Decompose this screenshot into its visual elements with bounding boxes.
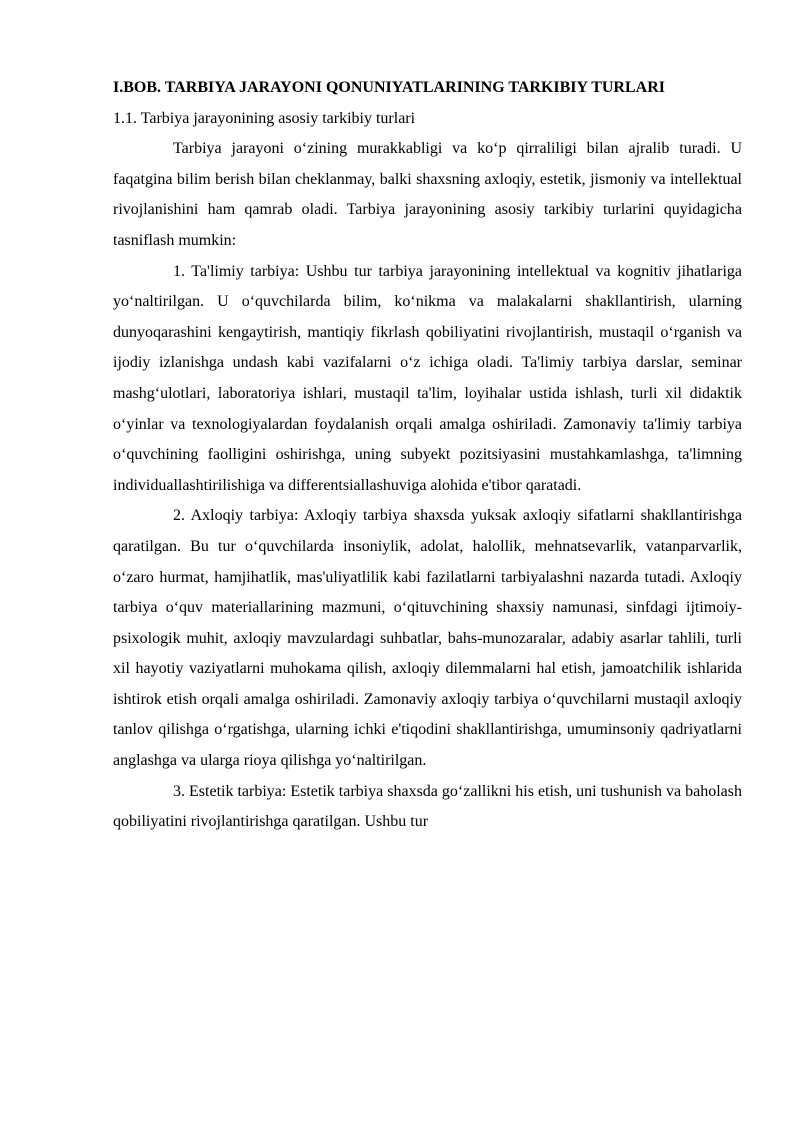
document-page [113,73,742,838]
paragraph-axloqiy-tarbiya: 2. Axloqiy tarbiya: Axloqiy tarbiya shaxsda yuksak axloqiy sifatlarni shakllantirishga qaratilgan. Bu tur o‘quvchilarda insoniylik, adolat, halollik, mehnatsevarlik, vatanparvarlik, o‘zaro hurmat, hamjihatlik, mas'uliyatlilik kabi fazilatlarni tarbiyalashni nazarda tutadi. Axloqiy tarbiya o‘quv materiallarining mazmuni, o‘qituvchining shaxsiy namunasi, sinfdagi ijtimoiy-psixologik muhit, axloqiy mavzulardagi suhbatlar, bahs-munozaralar, adabiy asarlar tahlili, turli xil hayotiy vaziyatlarni muhokama qilish, axloqiy dilemmalarni hal etish, jamoatchilik ishlarida ishtirok etish orqali amalga oshiriladi. Zamonaviy axloqiy tarbiya o‘quvchilarni mustaqil axloqiy tanlov qilishga o‘rgatishga, ularning ichki e'tiqodini shakllantirishga, umuminsoniy qadriyatlarni anglashga va ularga rioya qilishga yo‘naltirilgan. [113,507,742,770]
section-title: 1.1. Tarbiya jarayonining asosiy tarkibiy turlari [113,109,416,127]
paragraph-intro: Tarbiya jarayoni o‘zining murakkabligi va ko‘p qirraliligi bilan ajralib turadi. U faqatgina bilim berish bilan cheklanmay, balki shaxsning axloqiy, estetik, jismoniy va intellektual rivojlanishini ham qamrab oladi. Tarbiya jarayonining asosiy tarkibiy turlarini quyidagicha tasniflash mumkin: [113,140,742,249]
paragraph-talimiy-tarbiya: 1. Ta'limiy tarbiya: Ushbu tur tarbiya jarayonining intellektual va kognitiv jihatlariga yo‘naltirilgan. U o‘quvchilarda bilim, ko‘nikma va malakalarni shakllantirish, ularning dunyoqarashini kengaytirish, mantiqiy fikrlash qobiliyatini rivojlantirish, mustaqil o‘rganish va ijodiy izlanishga undash kabi vazifalarni o‘z ichiga oladi. Ta'limiy tarbiya darslar, seminar mashg‘ulotlari, laboratoriya ishlari, mustaqil ta'lim, loyihalar ustida ishlash, turli xil didaktik o‘yinlar va texnologiyalardan foydalanish orqali amalga oshiriladi. Zamonaviy ta'limiy tarbiya o‘quvchining faolligini oshirishga, uning subyekt pozitsiyasini mustahkamlashga, ta'limning individuallashtirilishiga va differentsiallashuviga alohida e'tibor qaratadi. [113,262,742,494]
paragraph-estetik-tarbiya: 3. Estetik tarbiya: Estetik tarbiya shaxsda go‘zallikni his etish, uni tushunish va baholash qobiliyatini rivojlantirishga qaratilgan. Ushbu tur [113,782,742,831]
chapter-title: I.BOB. TARBIYA JARAYONI QONUNIYATLARINING TARKIBIY TURLARI [113,79,665,96]
